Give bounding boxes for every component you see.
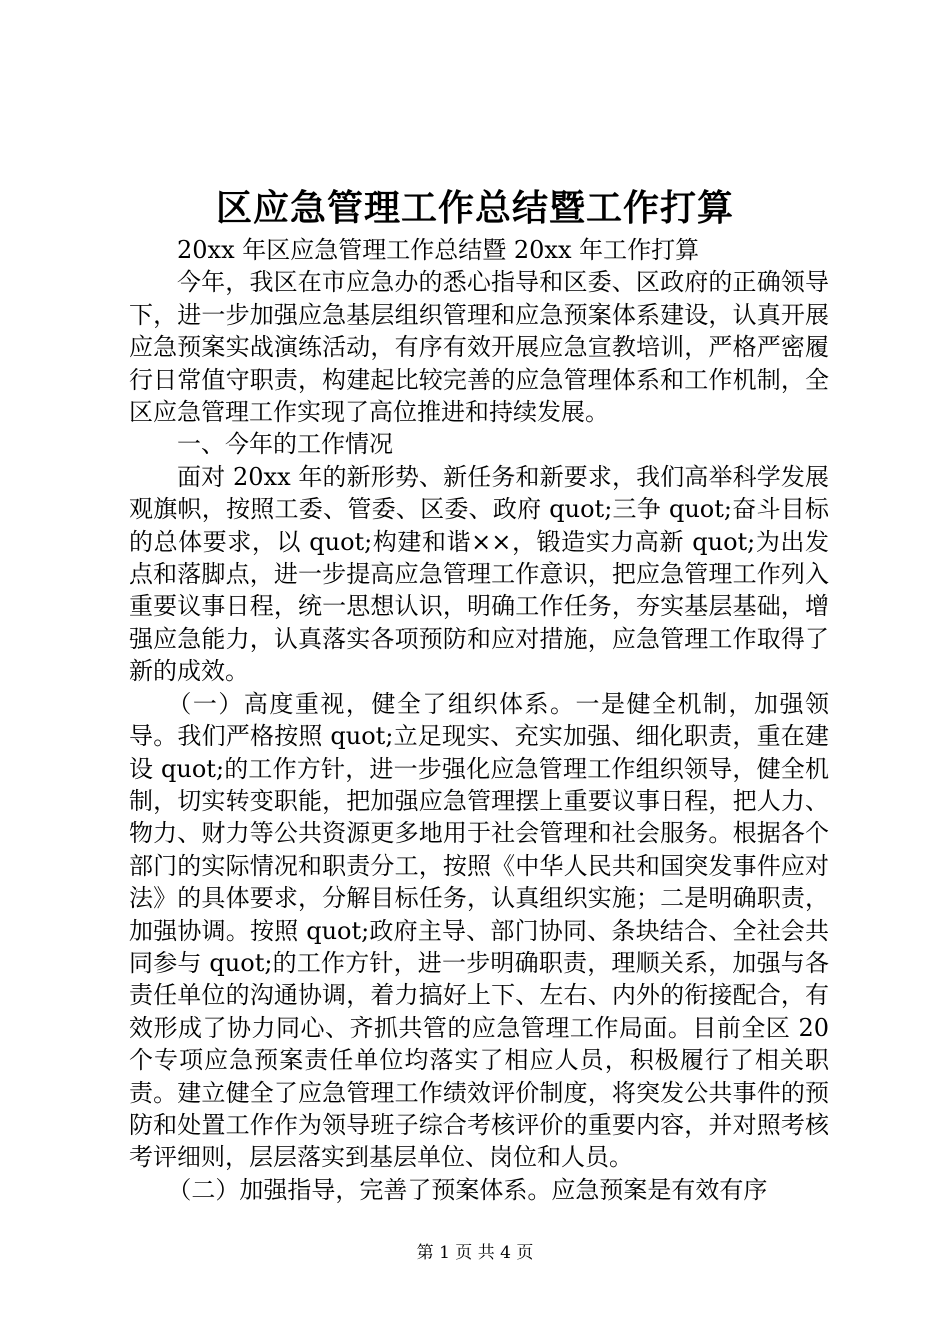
document-title: 区应急管理工作总结暨工作打算: [215, 187, 734, 229]
page-footer: 第 1 页 共 4 页: [416, 1243, 534, 1263]
section-heading: 一、今年的工作情况: [177, 430, 393, 459]
body-paragraph: 面对 20xx 年的新形势、新任务和新要求，我们高举科学发展观旗帜，按照工委、管委、区委、政府 quot;三争 quot;奋斗目标的总体要求，以 quot;构建和谐××，锻造实力高新 quot;为出发点和落脚点，进一步提高应急管理工作意识，把应急管理工作列入重要议事日程，统一思想认识，明确工作任务，夯实基层基础，增强应急能力，认真落实各项预防和应对措施，应急管理工作取得了新的成效。: [129, 462, 829, 686]
intro-paragraph: 今年，我区在市应急办的悉心指导和区委、区政府的正确领导下，进一步加强应急基层组织管理和应急预案体系建设，认真开展应急预案实战演练活动，有序有效开展应急宣教培训，严格严密履行日常值守职责，构建起比较完善的应急管理体系和工作机制，全区应急管理工作实现了高位推进和持续发展。: [129, 268, 829, 427]
body-paragraph: （二）加强指导，完善了预案体系。应急预案是有效有序: [167, 1175, 768, 1204]
subtitle-paragraph: 20xx 年区应急管理工作总结暨 20xx 年工作打算: [177, 236, 700, 264]
body-paragraph: （一）高度重视，健全了组织体系。一是健全机制，加强领导。我们严格按照 quot;立足现实、充实加强、细化职责，重在建设 quot;的工作方针，进一步强化应急管理工作组织领导，健全机制，切实转变职能，把加强应急管理摆上重要议事日程，把人力、物力、财力等公共资源更多地用于社会管理和社会服务。根据各个部门的实际情况和职责分工，按照《中华人民共和国突发事件应对法》的具体要求，分解目标任务，认真组织实施；二是明确职责，加强协调。按照 quot;政府主导、部门协同、条块结合、全社会共同参与 quot;的工作方针，进一步明确职责，理顺关系，加强与各责任单位的沟通协调，着力搞好上下、左右、内外的衔接配合，有效形成了协力同心、齐抓共管的应急管理工作局面。目前全区 20 个专项应急预案责任单位均落实了相应人员，积极履行了相关职责。建立健全了应急管理工作绩效评价制度，将突发公共事件的预防和处置工作作为领导班子综合考核评价的重要内容，并对照考核考评细则，层层落实到基层单位、岗位和人员。: [129, 689, 829, 1172]
document-body: [129, 234, 829, 1206]
